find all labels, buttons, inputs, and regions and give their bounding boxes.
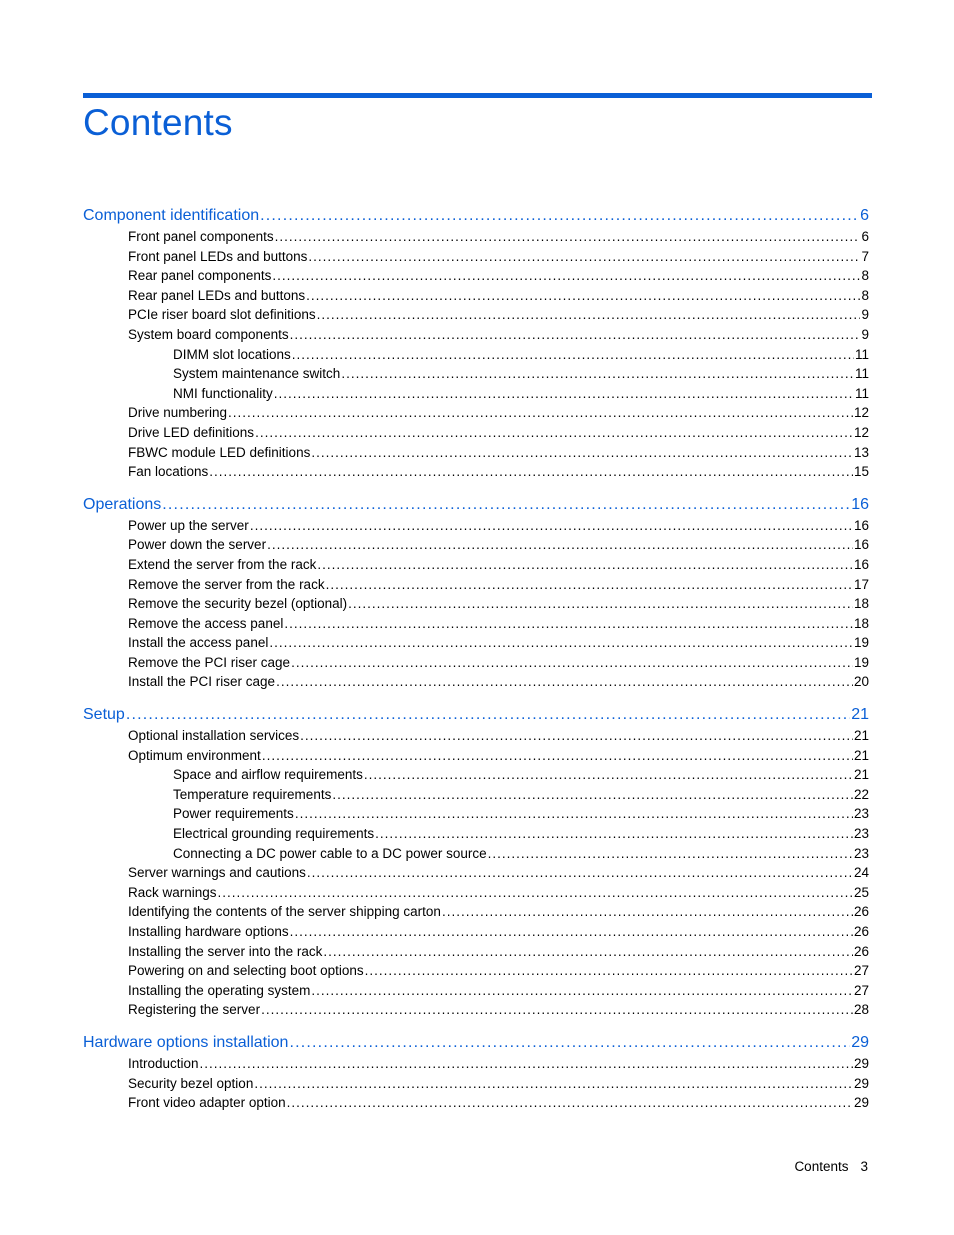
toc-entry-title: PCIe riser board slot definitions (128, 307, 316, 323)
toc-section-link[interactable] (83, 386, 869, 406)
toc-entry-title: Connecting a DC power cable to a DC power source (173, 845, 487, 861)
dot-leader (442, 904, 853, 919)
toc-entry-page-number: 23 (853, 845, 869, 861)
toc-entry-page-number: 27 (853, 963, 869, 979)
toc-entry-title: Fan locations (128, 464, 209, 480)
toc-entry-page-number: 16 (853, 517, 869, 533)
dot-leader (292, 347, 854, 362)
toc-entry-title: Front panel LEDs and buttons (128, 248, 308, 264)
toc-section-link[interactable] (83, 674, 869, 694)
toc-entry-title: Install the PCI riser cage (128, 674, 276, 690)
toc-section-link[interactable] (83, 347, 869, 367)
toc-entry-page-number: 16 (853, 537, 869, 553)
toc-entry-title: Setup (83, 706, 125, 724)
table-of-contents (83, 205, 869, 1115)
toc-entry-title: Server warnings and cautions (128, 865, 306, 881)
toc-entry-title: Install the access panel (128, 635, 269, 651)
section-gap (83, 1022, 869, 1032)
toc-entry-title: Rear panel LEDs and buttons (128, 287, 306, 303)
title-rule (83, 93, 872, 98)
dot-leader (209, 464, 853, 479)
toc-entry-page-number: 29 (853, 1075, 869, 1091)
toc-entry-page-number: 26 (853, 924, 869, 939)
toc-entry-page-number: 9 (861, 326, 869, 342)
toc-entry-title: Powering on and selecting boot options (128, 963, 364, 979)
toc-entry-page-number: 16 (851, 495, 869, 513)
toc-entry-title: Optional installation services (128, 728, 300, 744)
dot-leader (275, 229, 861, 244)
dot-leader (200, 1056, 853, 1071)
dot-leader (306, 288, 860, 303)
dot-leader (284, 616, 853, 631)
page-footer (794, 1159, 868, 1174)
toc-entry-title: Remove the security bezel (optional) (128, 596, 348, 612)
dot-leader (311, 445, 853, 460)
toc-entry-title: System maintenance switch (173, 366, 341, 382)
toc-entry-page-number: 6 (860, 207, 869, 224)
toc-entry-page-number: 21 (853, 747, 869, 763)
footer-page-number: 3 (860, 1159, 868, 1174)
section-gap (83, 484, 869, 494)
toc-entry-page-number: 29 (853, 1095, 869, 1111)
toc-section-link[interactable] (83, 728, 869, 748)
toc-section-link[interactable] (83, 1095, 869, 1115)
dot-leader (300, 728, 853, 743)
toc-entry-page-number: 21 (853, 728, 869, 744)
toc-section-link[interactable] (83, 537, 869, 557)
dot-leader (218, 885, 853, 900)
toc-section-link[interactable] (83, 616, 869, 636)
dot-leader (295, 806, 853, 821)
toc-entry-title: Remove the server from the rack (128, 576, 325, 592)
toc-entry-page-number: 26 (853, 943, 869, 959)
dot-leader (488, 846, 853, 861)
dot-leader (254, 1076, 853, 1091)
toc-entry-title: Hardware options installation (83, 1033, 289, 1051)
dot-leader (365, 963, 853, 978)
toc-entry-page-number: 9 (861, 307, 869, 323)
toc-section-link[interactable] (83, 596, 869, 616)
toc-section-link[interactable] (83, 425, 869, 445)
dot-leader (326, 577, 853, 592)
toc-section-link[interactable] (83, 806, 869, 826)
toc-section-link[interactable] (83, 1076, 869, 1096)
dot-leader (272, 268, 860, 283)
toc-entry-title: Power up the server (128, 517, 249, 533)
dot-leader (323, 944, 853, 959)
dot-leader (255, 425, 853, 440)
dot-leader (274, 386, 854, 401)
toc-entry-page-number: 16 (853, 556, 869, 572)
toc-entry-page-number: 11 (854, 366, 869, 382)
toc-section-link[interactable] (83, 557, 869, 577)
toc-entry-page-number: 29 (851, 1033, 869, 1051)
dot-leader (262, 748, 853, 763)
toc-entry-page-number: 23 (853, 806, 869, 822)
toc-entry-page-number: 6 (861, 229, 869, 244)
toc-entry-title: Installing hardware options (128, 924, 289, 939)
dot-leader (269, 635, 853, 650)
dot-leader (287, 1095, 853, 1110)
dot-leader (228, 405, 853, 420)
dot-leader (290, 924, 853, 939)
dot-leader (348, 596, 853, 611)
dot-leader (260, 207, 859, 225)
toc-entry-title: Rack warnings (128, 884, 217, 900)
dot-leader (375, 826, 853, 841)
toc-chapter-link[interactable] (83, 1034, 869, 1056)
toc-section-link[interactable] (83, 846, 869, 866)
dot-leader (267, 537, 853, 552)
toc-entry-title: Power requirements (173, 806, 294, 822)
toc-entry-page-number: 25 (853, 884, 869, 900)
toc-entry-page-number: 23 (853, 826, 869, 842)
dot-leader (250, 518, 853, 533)
toc-entry-title: Registering the server (128, 1002, 261, 1018)
dot-leader (332, 787, 853, 802)
toc-section-link[interactable] (83, 904, 869, 924)
page-title: Contents (83, 102, 233, 143)
dot-leader (341, 366, 854, 381)
toc-entry-page-number: 27 (853, 982, 869, 998)
toc-section-link[interactable] (83, 826, 869, 846)
toc-entry-title: Remove the PCI riser cage (128, 654, 291, 670)
toc-entry-page-number: 18 (853, 615, 869, 631)
toc-section-link[interactable] (83, 944, 869, 964)
toc-section-link[interactable] (83, 288, 869, 308)
toc-entry-title: Power down the server (128, 537, 267, 553)
toc-entry-page-number: 21 (853, 767, 869, 783)
footer-label: Contents (794, 1159, 849, 1174)
toc-entry-title: Front panel components (128, 229, 274, 244)
toc-entry-page-number: 19 (853, 635, 869, 651)
toc-section-link[interactable] (83, 748, 869, 768)
toc-chapter-link[interactable] (83, 207, 869, 229)
toc-entry-title: Extend the server from the rack (128, 556, 317, 572)
toc-entry-page-number: 24 (853, 865, 869, 881)
toc-entry-page-number: 19 (853, 654, 869, 670)
toc-section-link[interactable] (83, 327, 869, 347)
dot-leader (162, 496, 850, 514)
toc-section-link[interactable] (83, 1002, 869, 1022)
toc-entry-page-number: 17 (853, 576, 869, 592)
toc-entry-title: Component identification (83, 207, 260, 224)
toc-entry-page-number: 18 (853, 596, 869, 612)
toc-section-link[interactable] (83, 577, 869, 597)
toc-section-link[interactable] (83, 405, 869, 425)
toc-entry-title: Introduction (128, 1055, 199, 1071)
dot-leader (291, 655, 853, 670)
dot-leader (317, 307, 861, 322)
toc-entry-page-number: 8 (861, 268, 869, 284)
toc-entry-page-number: 8 (861, 287, 869, 303)
toc-section-link[interactable] (83, 229, 869, 249)
toc-entry-page-number: 28 (853, 1002, 869, 1018)
toc-section-link[interactable] (83, 983, 869, 1003)
toc-entry-title: Drive numbering (128, 405, 228, 421)
toc-chapter-link[interactable] (83, 496, 869, 518)
toc-section-link[interactable] (83, 963, 869, 983)
toc-section-link[interactable] (83, 268, 869, 288)
toc-entry-title: Identifying the contents of the server shipping carton (128, 904, 441, 920)
dot-leader (261, 1002, 853, 1017)
dot-leader (307, 865, 853, 880)
toc-section-link[interactable] (83, 865, 869, 885)
toc-entry-page-number: 7 (861, 248, 869, 264)
toc-entry-title: Security bezel option (128, 1075, 254, 1091)
toc-entry-title: Temperature requirements (173, 786, 332, 802)
toc-section-link[interactable] (83, 1056, 869, 1076)
toc-entry-page-number: 26 (853, 904, 869, 920)
toc-entry-page-number: 12 (853, 405, 869, 421)
dot-leader (289, 1034, 850, 1052)
toc-entry-title: Remove the access panel (128, 615, 284, 631)
toc-section-link[interactable] (83, 445, 869, 465)
toc-entry-title: Rear panel components (128, 268, 272, 284)
toc-section-link[interactable] (83, 885, 869, 905)
dot-leader (126, 706, 850, 724)
toc-section-link[interactable] (83, 787, 869, 807)
toc-section-link[interactable] (83, 655, 869, 675)
toc-entry-title: Optimum environment (128, 747, 261, 763)
toc-section-link[interactable] (83, 767, 869, 787)
dot-leader (311, 983, 853, 998)
dot-leader (317, 557, 853, 572)
toc-entry-page-number: 20 (853, 674, 869, 690)
toc-section-link[interactable] (83, 924, 869, 944)
section-gap (83, 694, 869, 704)
toc-section-link[interactable] (83, 518, 869, 538)
toc-entry-title: FBWC module LED definitions (128, 444, 311, 460)
toc-entry-page-number: 22 (853, 786, 869, 802)
toc-entry-title: Installing the server into the rack (128, 943, 323, 959)
toc-section-link[interactable] (83, 307, 869, 327)
toc-entry-page-number: 11 (854, 385, 869, 401)
dot-leader (364, 767, 853, 782)
toc-entry-page-number: 29 (853, 1055, 869, 1071)
toc-entry-title: Operations (83, 495, 162, 513)
toc-entry-title: Electrical grounding requirements (173, 826, 375, 842)
toc-chapter-link[interactable] (83, 706, 869, 728)
toc-section-link[interactable] (83, 249, 869, 269)
dot-leader (276, 674, 853, 689)
toc-entry-title: NMI functionality (173, 385, 273, 401)
toc-entry-title: Front video adapter option (128, 1095, 286, 1111)
toc-entry-title: Drive LED definitions (128, 424, 255, 440)
toc-entry-page-number: 15 (853, 464, 869, 480)
toc-section-link[interactable] (83, 464, 869, 484)
toc-entry-title: DIMM slot locations (173, 346, 291, 362)
toc-section-link[interactable] (83, 635, 869, 655)
toc-entry-page-number: 13 (853, 444, 869, 460)
toc-section-link[interactable] (83, 366, 869, 386)
toc-entry-page-number: 21 (851, 706, 869, 724)
toc-entry-title: System board components (128, 326, 289, 342)
toc-entry-title: Space and airflow requirements (173, 767, 363, 783)
dot-leader (290, 327, 861, 342)
dot-leader (308, 249, 860, 264)
toc-entry-title: Installing the operating system (128, 982, 311, 998)
toc-entry-page-number: 12 (853, 424, 869, 440)
toc-entry-page-number: 11 (854, 346, 869, 362)
